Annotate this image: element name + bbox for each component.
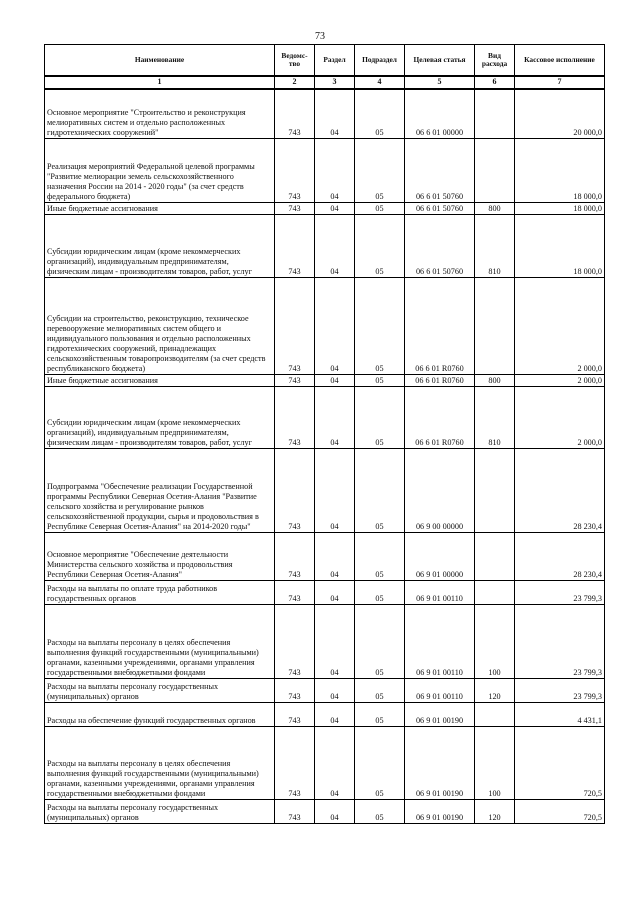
column-number: 2 — [275, 76, 315, 89]
row-name: Расходы на выплаты по оплате труда работников государственных органов — [45, 580, 275, 604]
column-number: 7 — [515, 76, 605, 89]
row-podrazdel: 05 — [355, 702, 405, 726]
row-vedomstvo: 743 — [275, 138, 315, 202]
row-razdel: 04 — [315, 374, 355, 386]
header-name: Наименование — [45, 45, 275, 77]
row-name: Расходы на выплаты персоналу государственных (муниципальных) органов — [45, 678, 275, 702]
row-podrazdel: 05 — [355, 448, 405, 532]
row-vid — [475, 89, 515, 138]
row-podrazdel: 05 — [355, 89, 405, 138]
row-razdel: 04 — [315, 202, 355, 214]
row-name: Расходы на выплаты персоналу в целях обеспечения выполнения функций государственными (муниципальными) органами, казенными учреждениями, органами управления государственными внебюджетными фондами — [45, 726, 275, 799]
header-row — [45, 45, 605, 77]
row-vid: 120 — [475, 799, 515, 823]
row-razdel: 04 — [315, 277, 355, 374]
row-razdel: 04 — [315, 702, 355, 726]
row-name: Расходы на выплаты персоналу государственных (муниципальных) органов — [45, 799, 275, 823]
row-podrazdel: 05 — [355, 214, 405, 277]
row-vedomstvo: 743 — [275, 702, 315, 726]
row-statya: 06 9 01 00110 — [405, 580, 475, 604]
row-name: Иные бюджетные ассигнования — [45, 374, 275, 386]
row-summa: 2 000,0 — [515, 277, 605, 374]
row-summa: 23 799,3 — [515, 678, 605, 702]
row-summa: 18 000,0 — [515, 202, 605, 214]
row-summa: 28 230,4 — [515, 448, 605, 532]
row-name: Подпрограмма "Обеспечение реализации Государственной программы Республики Северная Осетия-Алания "Развитие сельского хозяйства и регулирование рынков сельскохозяйственной продукции, сырья и продовольствия в Республике Северная Осетия-Алания" на 2014-2020 годы" — [45, 448, 275, 532]
row-podrazdel: 05 — [355, 277, 405, 374]
row-summa: 720,5 — [515, 726, 605, 799]
table-row — [45, 702, 605, 726]
column-number: 4 — [355, 76, 405, 89]
row-vedomstvo: 743 — [275, 580, 315, 604]
row-statya: 06 9 00 00000 — [405, 448, 475, 532]
row-summa: 20 000,0 — [515, 89, 605, 138]
table-row — [45, 448, 605, 532]
header-razdel: Раздел — [315, 45, 355, 77]
row-vid: 800 — [475, 374, 515, 386]
row-statya: 06 6 01 R0760 — [405, 277, 475, 374]
row-statya: 06 9 01 00110 — [405, 678, 475, 702]
row-summa: 28 230,4 — [515, 532, 605, 580]
row-summa: 23 799,3 — [515, 604, 605, 678]
header-vedomstvo: Ведомс-тво — [275, 45, 315, 77]
row-summa: 720,5 — [515, 799, 605, 823]
row-summa: 18 000,0 — [515, 138, 605, 202]
row-vedomstvo: 743 — [275, 799, 315, 823]
row-vedomstvo: 743 — [275, 202, 315, 214]
table-row — [45, 89, 605, 138]
header-podrazdel: Подраздел — [355, 45, 405, 77]
row-vid — [475, 277, 515, 374]
row-razdel: 04 — [315, 726, 355, 799]
row-name: Субсидии на строительство, реконструкцию, техническое перевооружение мелиоративных систем общего и индивидуального пользования и отдельно расположенных гидротехнических сооружений, принадлежащих сельскохозяйственным товаропроизводителям (за счет средств республиканского бюджета) — [45, 277, 275, 374]
row-statya: 06 6 01 R0760 — [405, 386, 475, 448]
table-row — [45, 138, 605, 202]
row-name: Основное мероприятие "Обеспечение деятельности Министерства сельского хозяйства и продовольствия Республики Северная Осетия-Алания" — [45, 532, 275, 580]
row-vedomstvo: 743 — [275, 277, 315, 374]
row-vid — [475, 580, 515, 604]
row-vid — [475, 448, 515, 532]
row-vid — [475, 702, 515, 726]
row-statya: 06 6 01 00000 — [405, 89, 475, 138]
header-summa: Кассовое исполнение — [515, 45, 605, 77]
column-number: 1 — [45, 76, 275, 89]
row-name: Расходы на выплаты персоналу в целях обеспечения выполнения функций государственными (муниципальными) органами, казенными учреждениями, органами управления государственными внебюджетными фондами — [45, 604, 275, 678]
table-row — [45, 214, 605, 277]
row-razdel: 04 — [315, 580, 355, 604]
table-row — [45, 386, 605, 448]
row-summa: 4 431,1 — [515, 702, 605, 726]
row-vid: 120 — [475, 678, 515, 702]
row-razdel: 04 — [315, 799, 355, 823]
row-podrazdel: 05 — [355, 374, 405, 386]
row-vid: 800 — [475, 202, 515, 214]
row-vedomstvo: 743 — [275, 532, 315, 580]
row-statya: 06 9 01 00000 — [405, 532, 475, 580]
row-podrazdel: 05 — [355, 726, 405, 799]
column-number: 6 — [475, 76, 515, 89]
row-name: Реализация мероприятий Федеральной целевой программы "Развитие мелиорации земель сельскохозяйственного назначения России на 2014 - 2020 годы" (за счет средств федерального бюджета) — [45, 138, 275, 202]
row-podrazdel: 05 — [355, 580, 405, 604]
row-vedomstvo: 743 — [275, 678, 315, 702]
row-razdel: 04 — [315, 604, 355, 678]
row-razdel: 04 — [315, 89, 355, 138]
page-number: 73 — [315, 31, 325, 42]
table-row — [45, 678, 605, 702]
row-statya: 06 6 01 R0760 — [405, 374, 475, 386]
table-row — [45, 726, 605, 799]
column-number: 3 — [315, 76, 355, 89]
row-podrazdel: 05 — [355, 604, 405, 678]
row-name: Иные бюджетные ассигнования — [45, 202, 275, 214]
row-vedomstvo: 743 — [275, 374, 315, 386]
row-statya: 06 9 01 00190 — [405, 702, 475, 726]
table-row — [45, 580, 605, 604]
row-name: Субсидии юридическим лицам (кроме некоммерческих организаций), индивидуальным предпринимателям, физическим лицам - производителям товаров, работ, услуг — [45, 214, 275, 277]
table-row — [45, 277, 605, 374]
row-statya: 06 6 01 50760 — [405, 214, 475, 277]
row-razdel: 04 — [315, 448, 355, 532]
row-vid — [475, 138, 515, 202]
row-statya: 06 6 01 50760 — [405, 202, 475, 214]
row-statya: 06 9 01 00110 — [405, 604, 475, 678]
budget-table — [44, 44, 605, 824]
column-number: 5 — [405, 76, 475, 89]
row-razdel: 04 — [315, 678, 355, 702]
row-vid: 100 — [475, 726, 515, 799]
row-razdel: 04 — [315, 214, 355, 277]
row-summa: 2 000,0 — [515, 374, 605, 386]
row-podrazdel: 05 — [355, 138, 405, 202]
row-razdel: 04 — [315, 138, 355, 202]
row-podrazdel: 05 — [355, 202, 405, 214]
row-statya: 06 6 01 50760 — [405, 138, 475, 202]
table-row — [45, 532, 605, 580]
row-vedomstvo: 743 — [275, 214, 315, 277]
row-vedomstvo: 743 — [275, 726, 315, 799]
row-podrazdel: 05 — [355, 678, 405, 702]
table-row — [45, 202, 605, 214]
row-podrazdel: 05 — [355, 532, 405, 580]
header-statya: Целевая статья — [405, 45, 475, 77]
table-row — [45, 799, 605, 823]
row-vid — [475, 532, 515, 580]
row-name: Основное мероприятие "Строительство и реконструкция мелиоративных систем и отдельно расположенных гидротехнических сооружений" — [45, 89, 275, 138]
row-summa: 23 799,3 — [515, 580, 605, 604]
row-summa: 2 000,0 — [515, 386, 605, 448]
table-row — [45, 604, 605, 678]
header-vid: Вид расхода — [475, 45, 515, 77]
row-name: Расходы на обеспечение функций государственных органов — [45, 702, 275, 726]
row-podrazdel: 05 — [355, 799, 405, 823]
row-vid: 100 — [475, 604, 515, 678]
row-razdel: 04 — [315, 386, 355, 448]
row-vid: 810 — [475, 214, 515, 277]
row-name: Субсидии юридическим лицам (кроме некоммерческих организаций), индивидуальным предпринимателям, физическим лицам - производителям товаров, работ, услуг — [45, 386, 275, 448]
row-podrazdel: 05 — [355, 386, 405, 448]
row-vedomstvo: 743 — [275, 604, 315, 678]
table-row — [45, 374, 605, 386]
row-statya: 06 9 01 00190 — [405, 799, 475, 823]
row-razdel: 04 — [315, 532, 355, 580]
row-statya: 06 9 01 00190 — [405, 726, 475, 799]
row-vedomstvo: 743 — [275, 386, 315, 448]
row-summa: 18 000,0 — [515, 214, 605, 277]
row-vedomstvo: 743 — [275, 89, 315, 138]
row-vedomstvo: 743 — [275, 448, 315, 532]
row-vid: 810 — [475, 386, 515, 448]
column-number-row — [45, 76, 605, 89]
